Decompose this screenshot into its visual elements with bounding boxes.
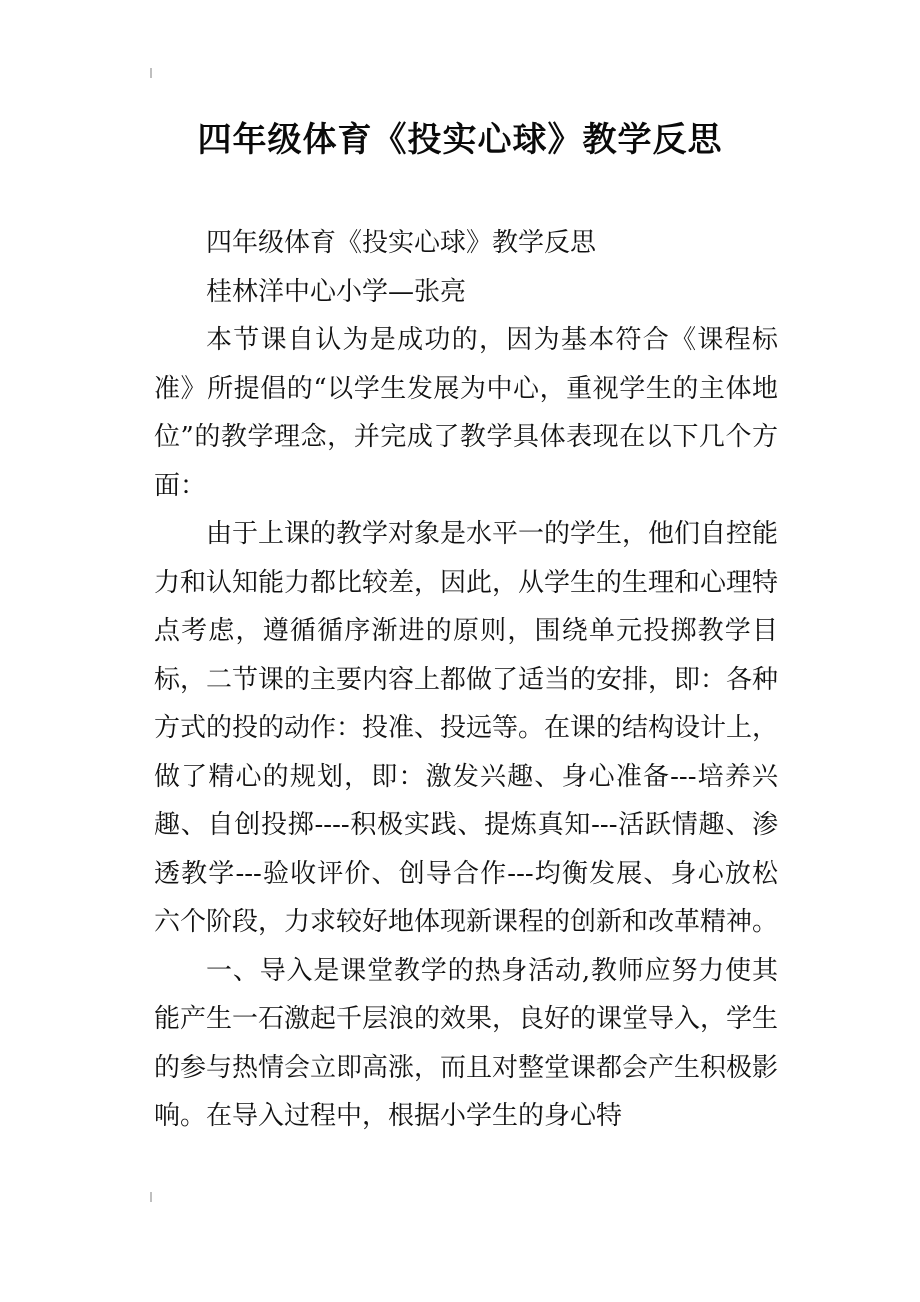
corner-crop-mark-bottom <box>150 1192 152 1202</box>
document-body <box>154 219 778 1141</box>
paragraph-section-one: 一、导入是课堂教学的热身活动,教师应努力使其能产生一石激起千层浪的效果，良好的课堂导入，学生的参与热情会立即高涨，而且对整堂课都会产生积极影响。在导入过程中，根据小学生的身心特 <box>154 955 779 1131</box>
paragraph-intro: 本节课自认为是成功的，因为基本符合《课程标准》所提倡的“以学生发展为中心，重视学生的主体地位”的教学理念，并完成了教学具体表现在以下几个方面： <box>154 325 778 501</box>
paragraph-design: 由于上课的教学对象是水平一的学生，他们自控能力和认知能力都比较差，因此，从学生的生理和心理特点考虑，遵循循序渐进的原则，围绕单元投掷教学目标，二节课的主要内容上都做了适当的安排，即：各种方式的投的动作：投准、投远等。在课的结构设计上，做了精心的规划，即：激发兴趣、身心准备---培养兴趣、自创投掷----积极实践、提炼真知---活跃情趣、渗透教学---验收评价、创导合作---均衡发展、身心放松六个阶段，力求较好地体现新课程的创新和改革精神。 <box>154 519 779 937</box>
paragraph-subtitle: 四年级体育《投实心球》教学反思 <box>206 228 597 258</box>
corner-crop-mark-top <box>150 68 152 78</box>
document-title: 四年级体育《投实心球》教学反思 <box>197 120 723 160</box>
paragraph-author: 桂林洋中心小学—张亮 <box>206 276 467 307</box>
